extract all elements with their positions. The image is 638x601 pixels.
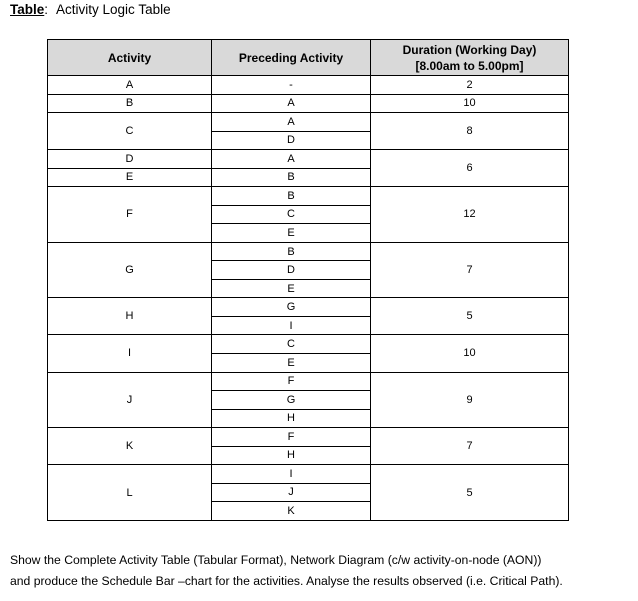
preceding-cell: F [212, 372, 371, 391]
preceding-cell: A [212, 150, 371, 169]
table-header-row [48, 40, 569, 76]
instructions-paragraph [10, 550, 630, 592]
activity-cell: H [48, 298, 212, 335]
activity-cell: K [48, 428, 212, 465]
preceding-cell: F [212, 428, 371, 447]
table-row [48, 76, 569, 95]
preceding-cell: J [212, 483, 371, 502]
preceding-cell: I [212, 316, 371, 335]
preceding-cell: I [212, 465, 371, 484]
duration-cell: 7 [371, 242, 569, 298]
table-row [48, 187, 569, 206]
preceding-cell: H [212, 409, 371, 428]
activity-cell: A [48, 76, 212, 95]
duration-cell: 10 [371, 94, 569, 113]
activity-cell: E [48, 168, 212, 187]
header-preceding-activity: Preceding Activity [212, 40, 371, 76]
preceding-cell: B [212, 187, 371, 206]
activity-cell: I [48, 335, 212, 372]
duration-cell: 6 [371, 150, 569, 187]
preceding-cell: C [212, 335, 371, 354]
table-row [48, 150, 569, 169]
table-row [48, 242, 569, 261]
preceding-cell: B [212, 242, 371, 261]
duration-cell: 9 [371, 372, 569, 428]
preceding-cell: B [212, 168, 371, 187]
duration-cell: 5 [371, 298, 569, 335]
table-row [48, 465, 569, 484]
activity-cell: F [48, 187, 212, 243]
caption-label: Table [10, 2, 45, 17]
table-caption [10, 2, 171, 18]
preceding-cell: A [212, 94, 371, 113]
header-duration-line1: Duration (Working Day) [402, 42, 537, 57]
duration-cell: 12 [371, 187, 569, 243]
preceding-cell: - [212, 76, 371, 95]
table-body [48, 76, 569, 521]
preceding-cell: D [212, 261, 371, 280]
header-duration [371, 40, 569, 76]
caption-title: Activity Logic Table [56, 2, 171, 17]
preceding-cell: E [212, 224, 371, 243]
table-row [48, 113, 569, 132]
table-row [48, 335, 569, 354]
duration-cell: 7 [371, 428, 569, 465]
duration-cell: 10 [371, 335, 569, 372]
instructions-line-2: and produce the Schedule Bar –chart for the activities. Analyse the results observed (i.e. Critical Path). [10, 574, 563, 588]
preceding-cell: E [212, 353, 371, 372]
preceding-cell: C [212, 205, 371, 224]
activity-cell: J [48, 372, 212, 428]
activity-cell: D [48, 150, 212, 169]
duration-cell: 8 [371, 113, 569, 150]
activity-cell: B [48, 94, 212, 113]
preceding-cell: G [212, 298, 371, 317]
preceding-cell: D [212, 131, 371, 150]
activity-cell: L [48, 465, 212, 521]
table-row [48, 428, 569, 447]
instructions-line-1: Show the Complete Activity Table (Tabular Format), Network Diagram (c/w activity-on-node (AON)) [10, 553, 542, 567]
activity-logic-table [47, 39, 569, 521]
preceding-cell: E [212, 279, 371, 298]
duration-cell: 2 [371, 76, 569, 95]
table-row [48, 372, 569, 391]
caption-colon: : [44, 2, 49, 17]
preceding-cell: H [212, 446, 371, 465]
header-activity: Activity [48, 40, 212, 76]
table-row [48, 298, 569, 317]
preceding-cell: A [212, 113, 371, 132]
activity-cell: C [48, 113, 212, 150]
header-duration-line2: [8.00am to 5.00pm] [415, 58, 524, 73]
preceding-cell: K [212, 502, 371, 521]
duration-cell: 5 [371, 465, 569, 521]
table-row [48, 94, 569, 113]
preceding-cell: G [212, 391, 371, 410]
activity-cell: G [48, 242, 212, 298]
